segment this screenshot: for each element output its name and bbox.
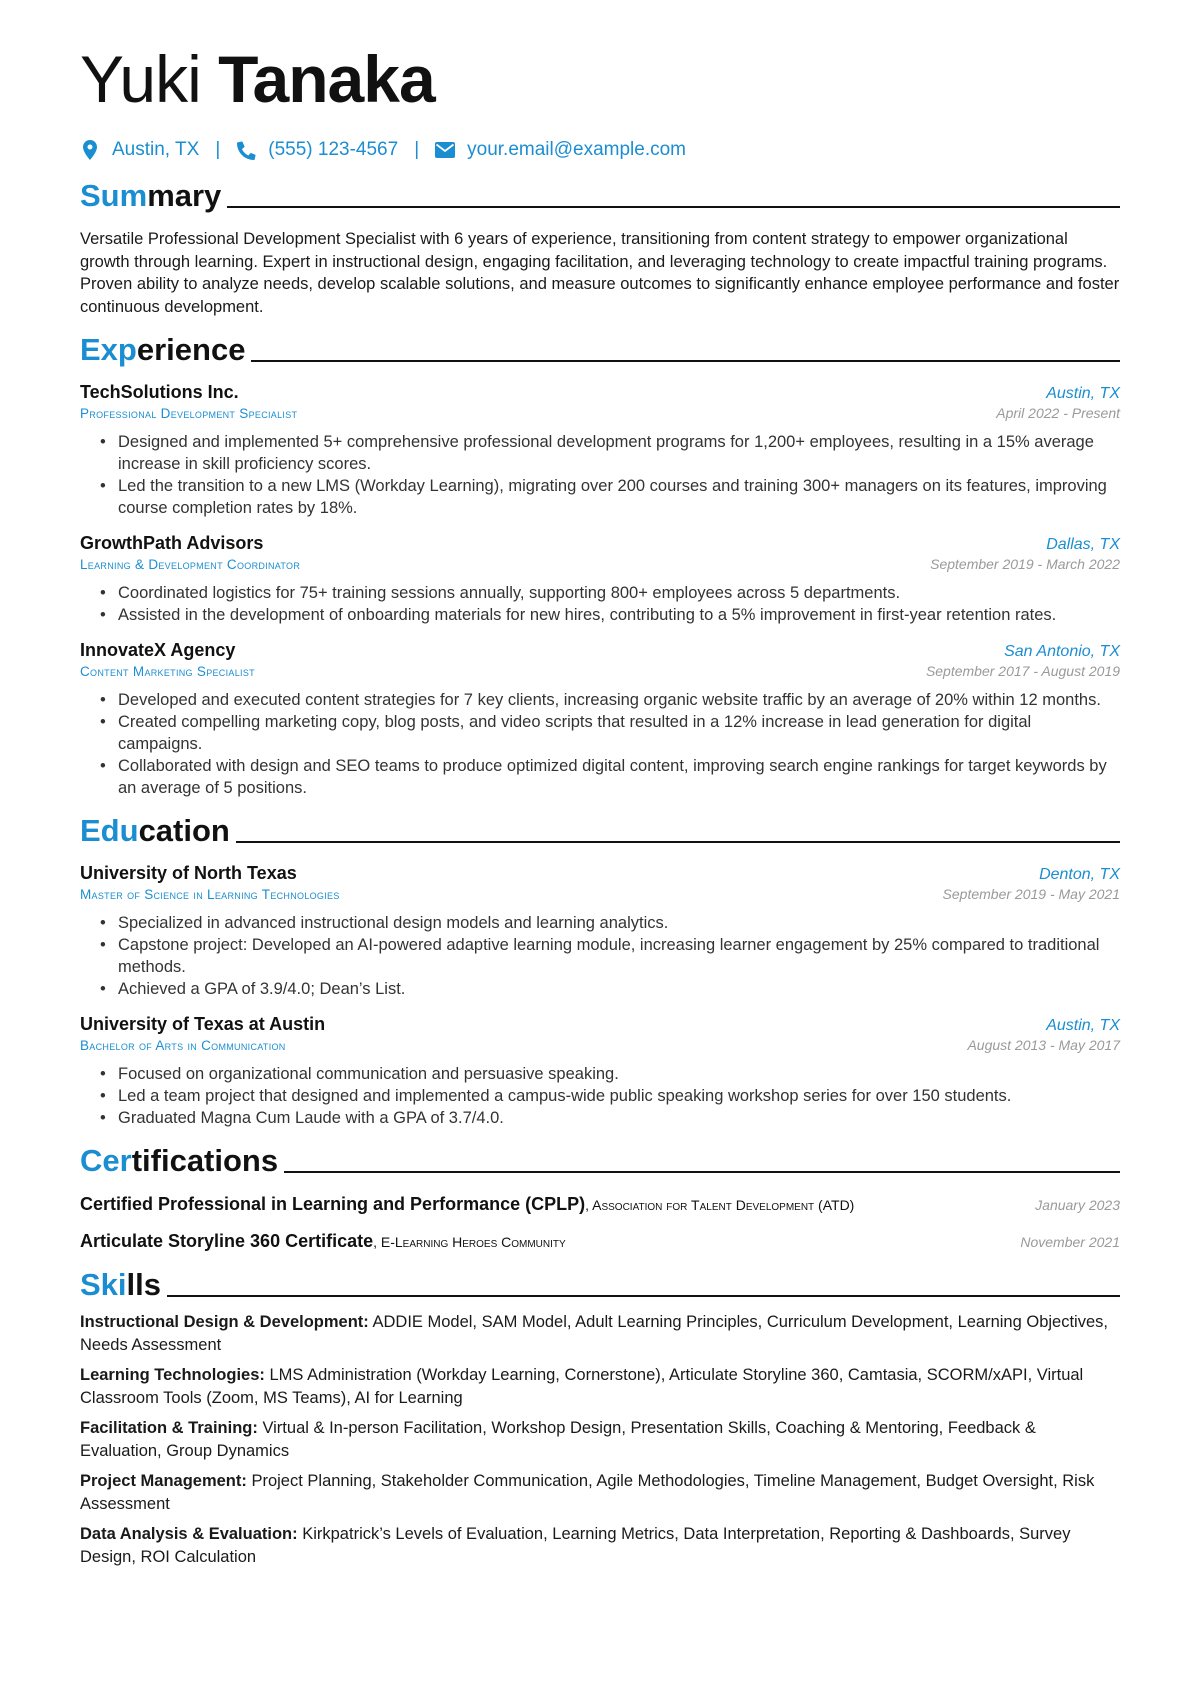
first-name: Yuki	[80, 42, 201, 116]
skill-group	[80, 1417, 1120, 1462]
contact-location	[80, 139, 199, 161]
bullet-item: • Focused on organizational communication and persuasive speaking.	[118, 1063, 1120, 1085]
bullet-item: • Achieved a GPA of 3.9/4.0; Dean’s List.	[118, 978, 1120, 1000]
section-title	[80, 1143, 278, 1179]
candidate-name	[80, 40, 1120, 118]
location-text: Austin, TX	[112, 139, 200, 160]
education-bullets	[80, 912, 1120, 1000]
school-dates: September 2019 - May 2021	[942, 886, 1120, 902]
contact-email[interactable]	[435, 139, 686, 161]
job-location: Austin, TX	[1046, 385, 1120, 402]
section-rule	[236, 841, 1120, 843]
skill-group	[80, 1311, 1120, 1356]
employer-name: InnovateX Agency	[80, 640, 236, 660]
bullet-item: • Capstone project: Developed an AI-powered adaptive learning module, increasing learner engagement by 25% compared to traditional methods.	[118, 934, 1120, 978]
skill-group	[80, 1364, 1120, 1409]
section-title	[80, 1267, 161, 1303]
phone-text: (555) 123-4567	[268, 139, 399, 160]
certification-date: January 2023	[1035, 1197, 1120, 1213]
job-dates: April 2022 - Present	[996, 405, 1120, 421]
section-rule	[251, 360, 1120, 362]
job-title: Professional Development Specialist	[80, 406, 298, 421]
section-title-accent: Sum	[80, 178, 148, 213]
bullet-item: • Collaborated with design and SEO teams to produce optimized digital content, improving search engine rankings for target keywords by an average of 5 positions.	[118, 755, 1120, 799]
experience-entry	[80, 640, 1120, 799]
skill-category: Instructional Design & Development:	[80, 1313, 369, 1331]
job-dates: September 2017 - August 2019	[925, 663, 1120, 679]
email-text: your.email@example.com	[467, 139, 686, 160]
skill-list: Project Planning, Stakeholder Communication, Agile Methodologies, Timeline Management, Budget Oversight, Risk Assessment	[80, 1472, 1095, 1513]
school-name: University of Texas at Austin	[80, 1014, 326, 1034]
experience-heading	[80, 332, 1120, 368]
section-title-rest: erience	[136, 332, 246, 367]
skill-list: ADDIE Model, SAM Model, Adult Learning Principles, Curriculum Development, Learning Objectives, Needs Assessment	[80, 1313, 1108, 1354]
bullet-item: • Specialized in advanced instructional design models and learning analytics.	[118, 912, 1120, 934]
section-title-rest: mary	[147, 178, 222, 213]
section-title	[80, 332, 245, 368]
section-title	[80, 178, 221, 214]
degree-title: Bachelor of Arts in Communication	[80, 1038, 286, 1053]
section-title-accent: Ski	[80, 1267, 127, 1302]
certifications-heading	[80, 1143, 1120, 1179]
certification-entry: Certified Professional in Learning and Performance (CPLP), Association for Talent Development (ATD) January 2023	[80, 1194, 1120, 1214]
skill-list: Virtual & In-person Facilitation, Workshop Design, Presentation Skills, Coaching & Mentoring, Feedback & Evaluation, Group Dynamics	[80, 1419, 1036, 1460]
bullet-item: • Led the transition to a new LMS (Workday Learning), migrating over 200 courses and training 300+ managers on its features, improving course completion rates by 18%.	[118, 475, 1120, 519]
education-bullets	[80, 1063, 1120, 1129]
section-title-rest: cation	[138, 813, 230, 848]
certification-issuer: E-Learning Heroes Community	[380, 1234, 566, 1250]
certification-entry: Articulate Storyline 360 Certificate, E-Learning Heroes Community November 2021	[80, 1231, 1120, 1251]
contact-bar	[80, 136, 1120, 164]
school-dates: August 2013 - May 2017	[967, 1037, 1120, 1053]
skill-category: Facilitation & Training:	[80, 1419, 258, 1437]
envelope-icon	[435, 140, 455, 160]
skill-group	[80, 1523, 1120, 1568]
job-title: Content Marketing Specialist	[80, 664, 255, 679]
contact-separator: |	[414, 139, 420, 160]
certification-date: November 2021	[1020, 1234, 1120, 1250]
skill-group	[80, 1470, 1120, 1515]
contact-separator: |	[215, 139, 221, 160]
section-title-rest: lls	[126, 1267, 161, 1302]
section-title-accent: Cer	[80, 1143, 132, 1178]
bullet-item: • Designed and implemented 5+ comprehensive professional development programs for 1,200+ employees, resulting in a 15% average increase in skill proficiency scores.	[118, 431, 1120, 475]
education-entry	[80, 863, 1120, 1000]
job-title: Learning & Development Coordinator	[80, 557, 301, 572]
certification-name: Articulate Storyline 360 Certificate	[80, 1231, 374, 1251]
section-title-accent: Edu	[80, 813, 139, 848]
last-name: Tanaka	[218, 42, 435, 116]
employer-name: TechSolutions Inc.	[80, 382, 239, 402]
job-location: Dallas, TX	[1046, 536, 1120, 553]
education-heading	[80, 813, 1120, 849]
summary-text: Versatile Professional Development Specialist with 6 years of experience, transitioning from content strategy to empower organizational growth through learning. Expert in instructional design, engaging facilitation, and leveraging technology to create impactful training programs. Proven ability to analyze needs, develop scalable solutions, and measure outcomes to significantly enhance employee performance and foster continuous development.	[80, 230, 1120, 316]
skill-category: Data Analysis & Evaluation:	[80, 1525, 298, 1543]
experience-entry	[80, 382, 1120, 519]
school-name: University of North Texas	[80, 863, 297, 883]
skill-list: LMS Administration (Workday Learning, Cornerstone), Articulate Storyline 360, Camtasia, SCORM/xAPI, Virtual Classroom Tools (Zoom, MS Teams), AI for Learning	[80, 1366, 1084, 1407]
contact-phone[interactable]	[236, 139, 398, 161]
bullet-item: • Led a team project that designed and implemented a campus-wide public speaking workshop series for over 150 students.	[118, 1085, 1120, 1107]
skills-heading	[80, 1267, 1120, 1303]
job-location: San Antonio, TX	[1004, 643, 1120, 660]
degree-title: Master of Science in Learning Technologies	[80, 887, 340, 902]
section-title	[80, 813, 230, 849]
school-location: Denton, TX	[1039, 866, 1120, 883]
section-title-rest: tifications	[131, 1143, 279, 1178]
bullet-item: • Coordinated logistics for 75+ training sessions annually, supporting 800+ employees across 5 departments.	[118, 582, 1120, 604]
skill-category: Learning Technologies:	[80, 1366, 265, 1384]
section-rule	[227, 206, 1120, 208]
section-rule	[284, 1171, 1120, 1173]
bullet-item: • Created compelling marketing copy, blog posts, and video scripts that resulted in a 12% increase in lead generation for digital campaigns.	[118, 711, 1120, 755]
job-bullets	[80, 689, 1120, 799]
education-entry	[80, 1014, 1120, 1129]
bullet-item: • Assisted in the development of onboarding materials for new hires, contributing to a 5% improvement in first-year retention rates.	[118, 604, 1120, 626]
employer-name: GrowthPath Advisors	[80, 533, 264, 553]
phone-icon	[236, 140, 256, 160]
skill-category: Project Management:	[80, 1472, 247, 1490]
summary-heading	[80, 178, 1120, 214]
resume-page	[80, 40, 1120, 1568]
school-location: Austin, TX	[1046, 1017, 1120, 1034]
job-bullets	[80, 431, 1120, 519]
certification-issuer: Association for Talent Development (ATD)	[592, 1197, 855, 1213]
section-title-accent: Exp	[80, 332, 137, 367]
map-pin-icon	[80, 140, 100, 160]
job-bullets	[80, 582, 1120, 626]
job-dates: September 2019 - March 2022	[930, 556, 1120, 572]
bullet-item: • Graduated Magna Cum Laude with a GPA of 3.7/4.0.	[118, 1107, 1120, 1129]
skill-list: Kirkpatrick’s Levels of Evaluation, Learning Metrics, Data Interpretation, Reporting & Dashboards, Survey Design, ROI Calculation	[80, 1525, 1071, 1566]
bullet-item: • Developed and executed content strategies for 7 key clients, increasing organic website traffic by an average of 20% within 12 months.	[118, 689, 1120, 711]
experience-entry	[80, 533, 1120, 626]
section-rule	[167, 1295, 1120, 1297]
certification-name: Certified Professional in Learning and Performance (CPLP)	[80, 1194, 586, 1214]
